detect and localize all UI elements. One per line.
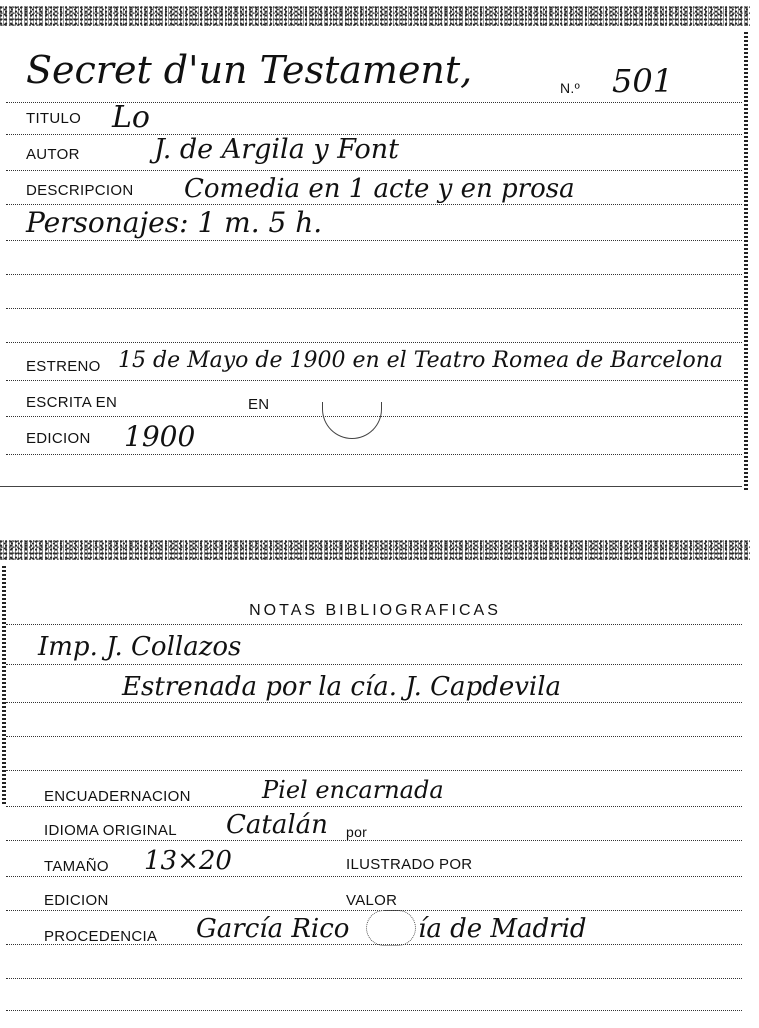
titulo-label: TITULO [26, 110, 82, 127]
estreno-value: 15 de Mayo de 1900 en el Teatro Romea de Barcelona [118, 348, 723, 373]
ruled-line [6, 664, 742, 665]
ilustrado-label: ILUSTRADO POR [346, 856, 473, 873]
ruled-line [6, 944, 742, 945]
ruled-line [6, 840, 742, 841]
personajes-value: Personajes: 1 m. 5 h. [26, 206, 323, 239]
idioma-value: Catalán [226, 810, 328, 840]
catalog-card-front [0, 6, 750, 496]
procedencia-label: PROCEDENCIA [44, 928, 158, 945]
ruled-line [6, 454, 742, 455]
notes-line-1: Imp. J. Collazos [38, 632, 242, 662]
ruled-line [6, 1010, 742, 1011]
catalog-card-back [0, 540, 750, 1020]
valor-label: VALOR [346, 892, 398, 909]
ruled-line [6, 806, 742, 807]
descripcion-value: Comedia en 1 acte y en prosa [184, 174, 575, 204]
ruled-line [6, 736, 742, 737]
card-right-edge [744, 30, 748, 490]
card-edge-noise [0, 540, 750, 560]
ruled-line [6, 274, 742, 275]
punched-hole-mark [322, 402, 382, 439]
en-label: EN [248, 396, 270, 413]
descripcion-label: DESCRIPCION [26, 182, 134, 199]
ruled-line [6, 624, 742, 625]
punched-hole-mark [366, 910, 416, 946]
title-handwritten: Secret d'un Testament, [26, 48, 473, 92]
ruled-line [6, 770, 742, 771]
number-value: 501 [612, 62, 674, 100]
ruled-line [6, 978, 742, 979]
ruled-line [6, 170, 742, 171]
card-left-edge [2, 564, 6, 804]
ruled-line [6, 342, 742, 343]
edicion-label: EDICION [26, 430, 91, 447]
number-label: N.º [560, 80, 581, 96]
procedencia-value-2: ía de Madrid [418, 914, 587, 944]
ruled-line [6, 380, 742, 381]
ruled-line [6, 876, 742, 877]
titulo-value: Lo [112, 100, 150, 135]
notas-heading: NOTAS BIBLIOGRAFICAS [249, 602, 501, 619]
ruled-line [6, 308, 742, 309]
card-bottom-edge [0, 486, 742, 487]
ruled-line [6, 240, 742, 241]
tamano-label: TAMAÑO [44, 858, 109, 875]
autor-label: AUTOR [26, 146, 80, 163]
estreno-label: ESTRENO [26, 358, 101, 375]
edicion-label: EDICION [44, 892, 109, 909]
procedencia-value: García Rico [196, 914, 350, 944]
por-label: por [346, 824, 368, 840]
edicion-value: 1900 [124, 420, 196, 453]
notes-line-2: Estrenada por la cía. J. Capdevila [122, 672, 562, 702]
autor-value: J. de Argila y Font [154, 134, 399, 165]
card-edge-noise [0, 6, 750, 26]
ruled-line [6, 702, 742, 703]
ruled-line [6, 416, 742, 417]
encuadernacion-label: ENCUADERNACION [44, 788, 191, 805]
encuadernacion-value: Piel encarnada [262, 776, 444, 804]
ruled-line [6, 204, 742, 205]
idioma-label: IDIOMA ORIGINAL [44, 822, 177, 839]
escrita-label: ESCRITA EN [26, 394, 118, 411]
tamano-value: 13×20 [144, 846, 232, 876]
ruled-line [6, 910, 742, 911]
